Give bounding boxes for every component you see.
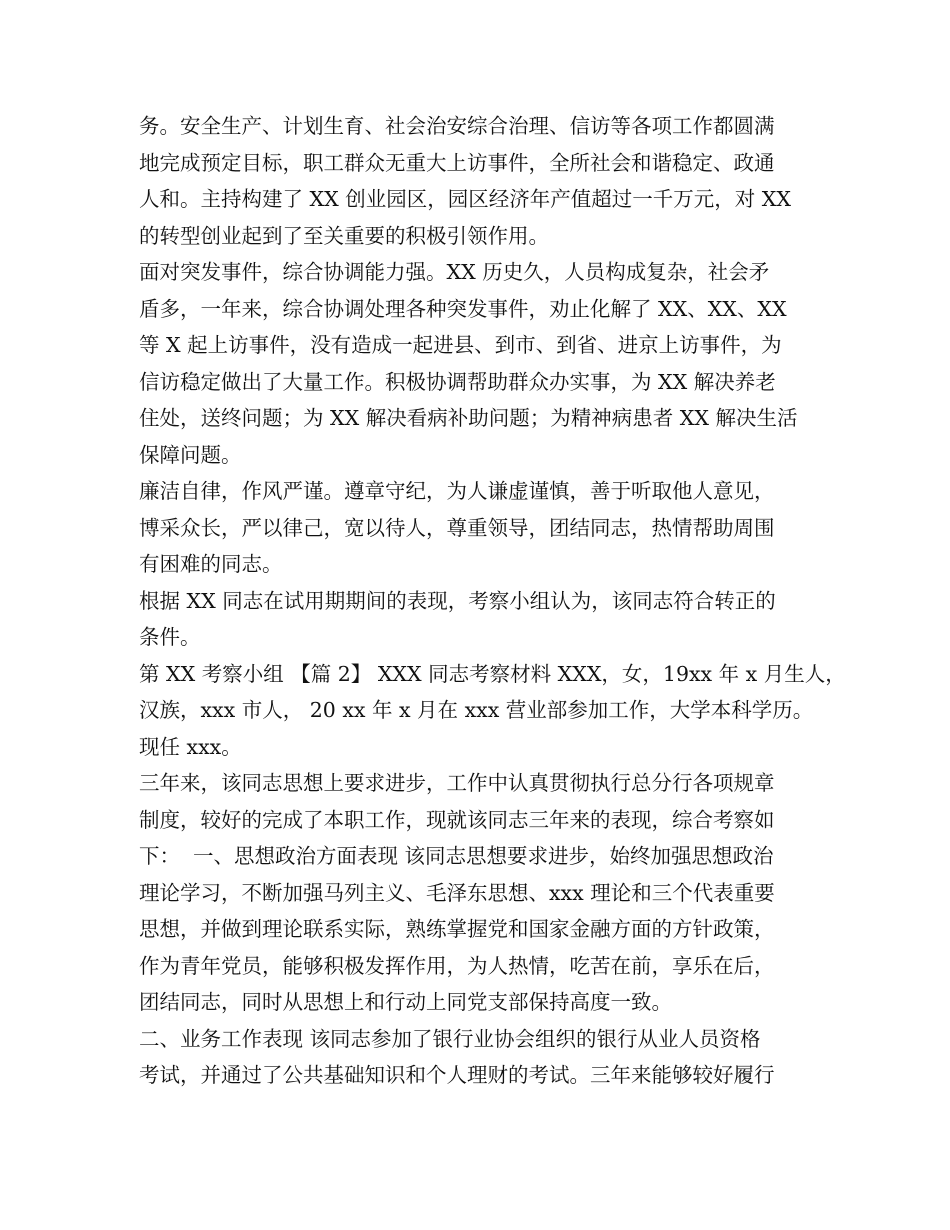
text-line: 现任 xxx。: [139, 734, 242, 759]
text-line: 盾多，一年来，综合协调处理各种突发事件，劝止化解了 XX、XX、XX: [139, 296, 787, 321]
text-line: 等 X 起上访事件，没有造成一起进县、到市、到省、进京上访事件，为: [139, 333, 782, 357]
text-line: 根据 XX 同志在试用期期间的表现，考察小组认为，该同志符合转正的: [139, 588, 776, 613]
text-line: 制度，较好的完成了本职工作，现就该同志三年来的表现，综合考察如: [139, 807, 775, 832]
text-line: 保障问题。: [139, 442, 242, 467]
text-line: 三年来，该同志思想上要求进步，工作中认真贯彻执行总分行各项规章: [139, 771, 775, 795]
text-line: 理论学习，不断加强马列主义、毛泽东思想、xxx 理论和三个代表重要: [139, 880, 775, 905]
text-line: 第 XX 考察小组 【篇 2】 XXX 同志考察材料 XXX，女，19xx 年 x 月生人，: [139, 661, 846, 686]
text-line: 条件。: [139, 625, 201, 649]
text-line: 廉洁自律，作风严谨。遵章守纪，为人谦虚谨慎，善于听取他人意见，: [139, 479, 775, 503]
text-line: 博采众长，严以律己，宽以待人，尊重领导，团结同志，热情帮助周围: [139, 515, 775, 540]
text-line: 二、业务工作表现 该同志参加了银行业协会组织的银行从业人员资格: [139, 1026, 761, 1051]
text-line: 信访稳定做出了大量工作。积极协调帮助群众办实事，为 XX 解决养老: [139, 369, 776, 394]
text-line: 考试，并通过了公共基础知识和个人理财的考试。三年来能够较好履行: [139, 1063, 775, 1087]
text-line: 团结同志，同时从思想上和行动上同党支部保持高度一致。: [139, 990, 672, 1014]
text-line: 汉族，xxx 市人， 20 xx 年 x 月在 xxx 营业部参加工作，大学本科学历。: [139, 698, 814, 722]
text-line: 地完成预定目标，职工群众无重大上访事件，全所社会和谐稳定、政通: [139, 150, 775, 175]
text-line: 的转型创业起到了至关重要的积极引领作用。: [139, 223, 549, 248]
text-line: 作为青年党员，能够积极发挥作用，为人热情，吃苦在前，享乐在后，: [139, 953, 775, 978]
text-line: 务。安全生产、计划生育、社会治安综合治理、信访等各项工作都圆满: [139, 114, 775, 138]
text-line: 面对突发事件，综合协调能力强。XX 历史久，人员构成复杂，社会矛: [139, 260, 770, 284]
text-line: 人和。主持构建了 XX 创业园区，园区经济年产值超过一千万元，对 XX: [139, 187, 791, 211]
text-line: 住处，送终问题；为 XX 解决看病补助问题；为精神病患者 XX 解决生活: [139, 406, 798, 430]
text-line: 有困难的同志。: [139, 552, 283, 576]
document-body: [139, 108, 846, 1094]
text-line: 思想，并做到理论联系实际，熟练掌握党和国家金融方面的方针政策，: [139, 917, 775, 941]
text-line: 下： 一、思想政治方面表现 该同志思想要求进步，始终加强思想政治: [139, 844, 774, 868]
